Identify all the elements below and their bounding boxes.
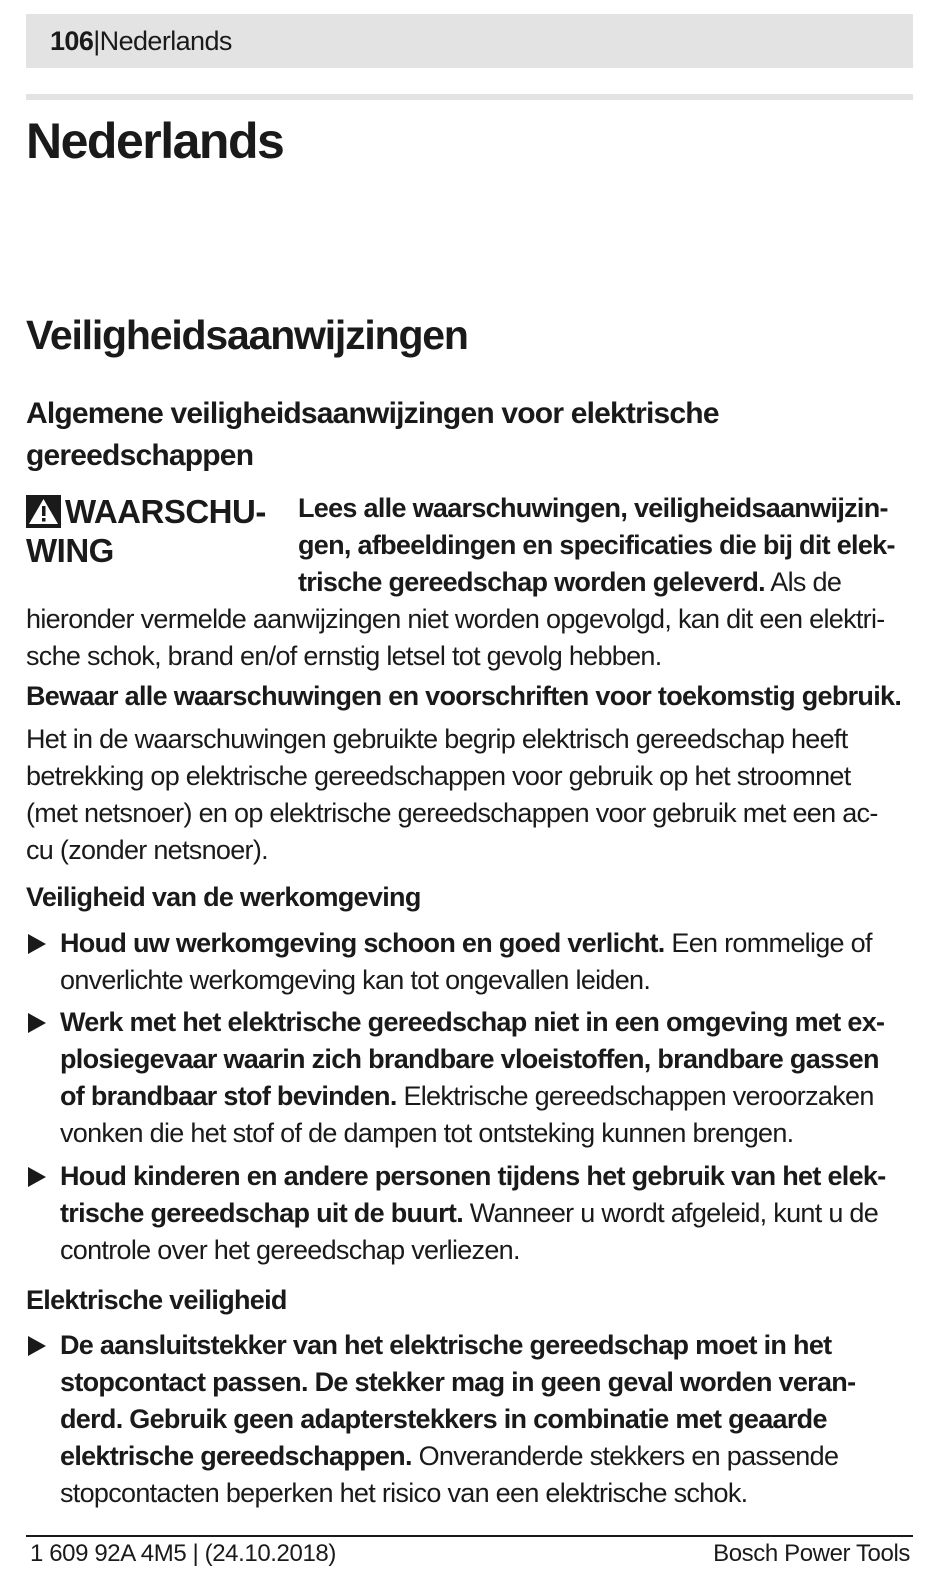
bullet-arrow-icon	[28, 934, 50, 960]
warning-triangle-icon	[26, 495, 61, 528]
normal-text: vonken die het stof of de dampen tot ontsteking kunnen brengen.	[60, 1118, 794, 1148]
page-title: Nederlands	[26, 113, 284, 169]
bullet-arrow-icon	[28, 1167, 50, 1193]
page-header	[26, 14, 913, 68]
bold-text: derd. Gebruik geen adapterstekkers in combinatie met geaarde	[60, 1404, 827, 1434]
warning-text-line	[298, 564, 841, 601]
bold-text: trische gereedschap worden geleverd.	[298, 567, 765, 597]
bold-text: of brandbaar stof bevinden.	[60, 1081, 397, 1111]
normal-text: Elektrische gereedschappen veroorzaken	[396, 1081, 874, 1111]
bold-text: plosiegevaar waarin zich brandbare vloeistoffen, brandbare gassen	[60, 1044, 879, 1074]
footer-brand: Bosch Power Tools	[713, 1540, 910, 1567]
normal-text: onverlichte werkomgeving kan tot ongevallen leiden.	[60, 965, 651, 995]
bullet-item-line	[60, 1041, 879, 1078]
bold-text: trische gereedschap uit de buurt.	[60, 1198, 463, 1228]
bold-text: Lees alle waarschuwingen, veiligheidsaanwijzin-	[298, 493, 888, 523]
normal-text: Wanneer u wordt afgeleid, kunt u de	[463, 1198, 879, 1228]
header-text	[50, 26, 232, 57]
bullet-item-line	[60, 1078, 874, 1115]
work-area-heading: Veiligheid van de werkomgeving	[26, 882, 421, 912]
subsection-title-line: gereedschappen	[26, 439, 254, 472]
bullet-arrow-icon	[28, 1336, 50, 1362]
bold-text: Houd kinderen en andere personen tijdens het gebruik van het elek-	[60, 1161, 886, 1191]
normal-text: Een rommelige of	[664, 928, 872, 958]
definition-line: cu (zonder netsnoer).	[26, 835, 268, 865]
bold-text: stopcontact passen. De stekker mag in geen geval worden veran-	[60, 1367, 856, 1397]
subsection-title	[26, 393, 826, 477]
bullet-item-line	[60, 1195, 878, 1232]
electrical-safety-heading: Elektrische veiligheid	[26, 1285, 287, 1315]
bold-text: Werk met het elektrische gereedschap niet in een omgeving met ex-	[60, 1007, 885, 1037]
bullet-item-line	[60, 1115, 793, 1152]
header-language: Nederlands	[99, 26, 232, 56]
bold-text: gen, afbeeldingen en specificaties die bij dit elek-	[298, 530, 895, 560]
bullet-item-line	[60, 925, 872, 962]
bold-text: elektrische gereedschappen.	[60, 1441, 412, 1471]
normal-text: stopcontacten beperken het risico van een elektrische schok.	[60, 1478, 748, 1508]
definition-line: betrekking op elektrische gereedschappen voor gebruik op het stroomnet	[26, 761, 851, 791]
page-number: 106	[50, 26, 94, 56]
bullet-item-line	[60, 1364, 855, 1401]
warning-label-line: WING	[26, 532, 114, 569]
definition-line: Het in de waarschuwingen gebruikte begrip elektrisch gereedschap heeft	[26, 724, 848, 754]
bullet-item-line	[60, 1004, 884, 1041]
footer-rule	[26, 1535, 913, 1537]
bullet-item-line	[60, 1401, 827, 1438]
bullet-item-line	[60, 1475, 747, 1512]
warning-text-line	[298, 490, 888, 527]
warning-label-line: WAARSCHU-	[65, 493, 266, 530]
bullet-item-line	[60, 1232, 520, 1269]
bullet-arrow-icon	[28, 1013, 50, 1039]
normal-text: Onveranderde stekkers en passende	[411, 1441, 839, 1471]
footer-document-id: 1 609 92A 4M5 | (24.10.2018)	[30, 1540, 336, 1567]
section-title: Veiligheidsaanwijzingen	[26, 312, 468, 358]
keep-instructions	[26, 678, 901, 715]
bullet-item-line	[60, 1438, 838, 1475]
warning-text-line: sche schok, brand en/of ernstig letsel tot gevolg hebben.	[26, 641, 662, 671]
definition-line: (met netsnoer) en op elektrische gereedschappen voor gebruik met een ac-	[26, 798, 878, 828]
header-rule	[26, 94, 913, 100]
bullet-item-line	[60, 962, 650, 999]
normal-text: Als de	[764, 567, 842, 597]
bullet-item-line	[60, 1158, 886, 1195]
header-separator: |	[93, 26, 100, 56]
warning-label	[26, 492, 266, 570]
bold-text: De aansluitstekker van het elektrische gereedschap moet in het	[60, 1330, 832, 1360]
warning-text-line: hieronder vermelde aanwijzingen niet worden opgevolgd, kan dit een elektri-	[26, 604, 885, 634]
subsection-title-line: Algemene veiligheidsaanwijzingen voor elektrische	[26, 397, 719, 430]
warning-text-line	[298, 527, 895, 564]
bullet-item-line	[60, 1327, 831, 1364]
bold-text: Bewaar alle waarschuwingen en voorschriften voor toekomstig gebruik.	[26, 681, 902, 711]
bold-text: Houd uw werkomgeving schoon en goed verlicht.	[60, 928, 665, 958]
normal-text: controle over het gereedschap verliezen.	[60, 1235, 520, 1265]
